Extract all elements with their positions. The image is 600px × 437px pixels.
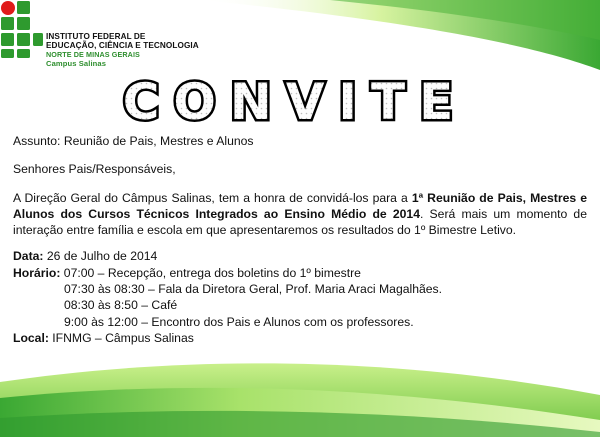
schedule-desc: Recepção, entrega dos boletins do 1º bimestre [107,265,361,280]
paragraph-part-1: A Direção Geral do Câmpus Salinas, tem a honra de convidá-los para a [13,190,412,205]
local-value: IFNMG – Câmpus Salinas [52,330,194,345]
date-line [13,248,587,264]
date-value: 26 de Julho de 2014 [46,249,158,264]
logo-text [46,32,199,68]
logo-line-3: NORTE DE MINAS GERAIS [46,50,140,59]
schedule-time: 08:30 às 8:50 – [64,298,149,313]
schedule-line-0 [13,265,587,281]
local-label: Local: [13,330,49,345]
title-convite [100,72,490,130]
local-line [13,330,587,346]
schedule-label: Horário: [13,265,61,280]
invitation-paragraph [13,190,587,239]
logo-red-dot [1,1,15,15]
schedule-line-3 [13,314,587,330]
logo-line-1: INSTITUTO FEDERAL DE [46,32,146,41]
logo-line-2: EDUCAÇÃO, CIÊNCIA E TECNOLOGIA [46,41,199,50]
invitation-body [13,133,587,346]
schedule-time: 07:00 – [63,265,105,280]
assunto-label: Assunto: [13,134,61,148]
schedule-time: 07:30 às 08:30 – [64,282,155,297]
title-text: CONVITE [122,73,468,130]
schedule-desc: Café [151,298,178,313]
greeting: Senhores Pais/Responsáveis, [13,162,176,177]
schedule-time: 9:00 às 12:00 – [64,314,149,329]
paragraph-bold: 1ª Reunião de Pais, Mestres e Alunos dos Cursos Técnicos Integrados ao Ensino Médio de 2014 [13,190,587,221]
logo-line-4: Campus Salinas [46,59,107,68]
schedule-line-1 [13,281,587,297]
schedule-desc: Fala da Diretora Geral, Prof. Maria Araci Magalhães. [158,282,443,297]
schedule-line-2 [13,297,587,313]
assunto-text: Reunião de Pais, Mestres e Alunos [63,134,254,148]
paragraph-part-2: . Será mais um momento de interação entre família e escola em que apresentaremos os resultados do 1º Bimestre Letivo. [13,206,587,238]
date-label: Data: [13,249,44,264]
schedule-desc: Encontro dos Pais e Alunos com os professores. [151,314,414,329]
assunto-line [13,133,587,149]
